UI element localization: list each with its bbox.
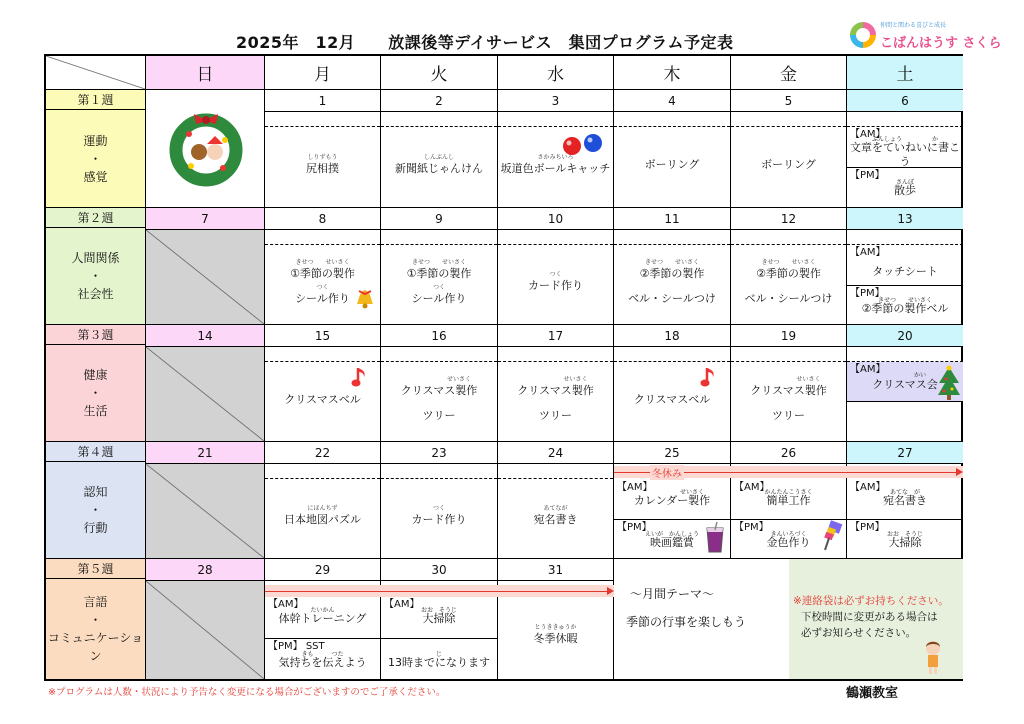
date-22: 22 xyxy=(265,442,381,464)
week-category: 健康 ・ 生活 xyxy=(46,345,146,442)
activity-cell: 【AM】 たいかん 体幹トレーニング 【PM】 SST きも つた 気持ちを伝えよう xyxy=(265,581,381,679)
header-sun: 日 xyxy=(146,56,265,90)
activity-cell: クリスマスベル xyxy=(614,347,731,442)
music-note-icon xyxy=(700,365,718,389)
logo xyxy=(850,20,1002,54)
activity-cell: あてなが 宛名書き xyxy=(498,464,614,559)
date-31: 31 xyxy=(498,559,614,581)
week-category: 言語 ・ コミュニケーション xyxy=(46,579,146,679)
week-category: 認知 ・ 行動 xyxy=(46,462,146,559)
winter-break-arrow xyxy=(265,585,614,597)
balls-icon xyxy=(560,132,606,156)
date-10: 10 xyxy=(498,208,614,230)
date-1: 1 xyxy=(265,90,381,112)
date-2: 2 xyxy=(381,90,498,112)
date-19: 19 xyxy=(731,325,847,347)
christmas-wreath-icon xyxy=(169,100,243,190)
christmas-tree-icon xyxy=(937,365,961,401)
date-25: 25 xyxy=(614,442,731,464)
activity-cell: つく カード作り xyxy=(381,464,498,559)
schedule-table xyxy=(44,54,963,681)
date-4: 4 xyxy=(614,90,731,112)
header-sat: 土 xyxy=(847,56,963,90)
date-14: 14 xyxy=(146,325,265,347)
logo-name: こばんはうす さくら xyxy=(880,36,1002,51)
activity-cell: ボーリング xyxy=(731,112,847,208)
date-8: 8 xyxy=(265,208,381,230)
corner-cell xyxy=(46,56,146,90)
week-label: 第５週 xyxy=(46,559,146,579)
week-category: 人間関係 ・ 社会性 xyxy=(46,228,146,325)
footnote: ※プログラムは人数・状況により予告なく変更になる場合がございますのでご了承ください。 xyxy=(48,687,446,698)
header-fri: 金 xyxy=(731,56,847,90)
date-6: 6 xyxy=(847,90,963,112)
date-23: 23 xyxy=(381,442,498,464)
activity-cell: とうききゅうか 冬季休暇 xyxy=(498,581,614,679)
school-name: 鶴瀬教室 xyxy=(846,686,899,701)
date-5: 5 xyxy=(731,90,847,112)
activity-cell: 【AM】 せいさく カレンダー製作 【PM】 えいが かんしょう 映画鑑賞 xyxy=(614,464,731,559)
week-label: 第４週 xyxy=(46,442,146,462)
notice-line-1: ※連絡袋は必ずお持ちください。 xyxy=(793,595,949,607)
header-tue: 火 xyxy=(381,56,498,90)
monthly-theme xyxy=(614,559,789,679)
activity-cell: きせつ せいさく ②季節の製作 ベル・シールつけ xyxy=(614,230,731,325)
theme-heading: ～月間テーマ～ xyxy=(630,587,715,601)
activity-cell: 【AM】 タッチシート 【PM】 きせつ せいさく ②季節の製作ベル xyxy=(847,230,963,325)
date-16: 16 xyxy=(381,325,498,347)
week-label: 第３週 xyxy=(46,325,146,345)
sunday-cell xyxy=(146,90,265,208)
date-18: 18 xyxy=(614,325,731,347)
date-20: 20 xyxy=(847,325,963,347)
notice-box xyxy=(789,559,963,679)
activity-cell: きせつ せいさく ①季節の製作 つく シール作り xyxy=(381,230,498,325)
sunday-closed xyxy=(146,347,265,442)
sunday-closed xyxy=(146,230,265,325)
date-27: 27 xyxy=(847,442,963,464)
date-24: 24 xyxy=(498,442,614,464)
activity-cell: つく カード作り xyxy=(498,230,614,325)
girl-illustration-icon xyxy=(921,639,945,675)
sunday-closed xyxy=(146,581,265,679)
activity-cell: 【AM】 かんたんこうさく 簡単工作 【PM】 きんいろづく 金色作り xyxy=(731,464,847,559)
activity-cell: しんぶんし 新聞紙じゃんけん xyxy=(381,112,498,208)
activity-cell: きせつ せいさく ①季節の製作 つく シール作り xyxy=(265,230,381,325)
date-11: 11 xyxy=(614,208,731,230)
week-label: 第１週 xyxy=(46,90,146,110)
activity-cell: ボーリング xyxy=(614,112,731,208)
activity-cell: せいさく クリスマス製作 ツリー xyxy=(731,347,847,442)
activity-cell: クリスマスベル xyxy=(265,347,381,442)
date-28: 28 xyxy=(146,559,265,581)
activity-cell: さかみちいろ 坂道色ボールキャッチ xyxy=(498,112,614,208)
date-29: 29 xyxy=(265,559,381,581)
paint-roller-icon xyxy=(819,520,845,552)
date-17: 17 xyxy=(498,325,614,347)
date-9: 9 xyxy=(381,208,498,230)
winter-break-label: 冬休み xyxy=(650,465,684,480)
winter-break-arrow xyxy=(614,466,963,478)
date-3: 3 xyxy=(498,90,614,112)
music-note-icon xyxy=(351,365,369,389)
page-title: 2025年 12月 放課後等デイサービス 集団プログラム予定表 xyxy=(236,33,734,52)
activity-cell: せいさく クリスマス製作 ツリー xyxy=(381,347,498,442)
sunday-closed xyxy=(146,464,265,559)
logo-mark xyxy=(850,22,876,48)
theme-text: 季節の行事を楽しもう xyxy=(626,615,747,629)
header-wed: 水 xyxy=(498,56,614,90)
activity-cell: 【AM】 おお そうじ 大掃除 じ 13時までになります xyxy=(381,581,498,679)
activity-cell: せいさく クリスマス製作 ツリー xyxy=(498,347,614,442)
activity-cell: きせつ せいさく ②季節の製作 ベル・シールつけ xyxy=(731,230,847,325)
bell-icon xyxy=(355,288,375,310)
week-label: 第２週 xyxy=(46,208,146,228)
logo-tagline: 仲間と関わる喜びと成長 xyxy=(880,22,947,29)
activity-cell: しりずもう 尻相撲 xyxy=(265,112,381,208)
notice-line-3: 必ずお知らせください。 xyxy=(801,627,917,639)
header-mon: 月 xyxy=(265,56,381,90)
activity-cell: 【AM】 ぶんしょう か 文章をていねいに書こう 【PM】 さんぽ 散歩 xyxy=(847,112,963,208)
date-30: 30 xyxy=(381,559,498,581)
date-13: 13 xyxy=(847,208,963,230)
header-thu: 木 xyxy=(614,56,731,90)
date-26: 26 xyxy=(731,442,847,464)
date-21: 21 xyxy=(146,442,265,464)
activity-cell: 【AM】 あてな が 宛名書き 【PM】 おお そうじ 大掃除 xyxy=(847,464,963,559)
date-15: 15 xyxy=(265,325,381,347)
notice-line-2: 下校時間に変更がある場合は xyxy=(801,611,938,623)
drink-cup-icon xyxy=(704,522,726,554)
activity-cell: 【AM】 かい クリスマス会 xyxy=(847,347,963,442)
week-category: 運動 ・ 感覚 xyxy=(46,110,146,208)
date-7: 7 xyxy=(146,208,265,230)
activity-cell: にほんちず 日本地図パズル xyxy=(265,464,381,559)
date-12: 12 xyxy=(731,208,847,230)
